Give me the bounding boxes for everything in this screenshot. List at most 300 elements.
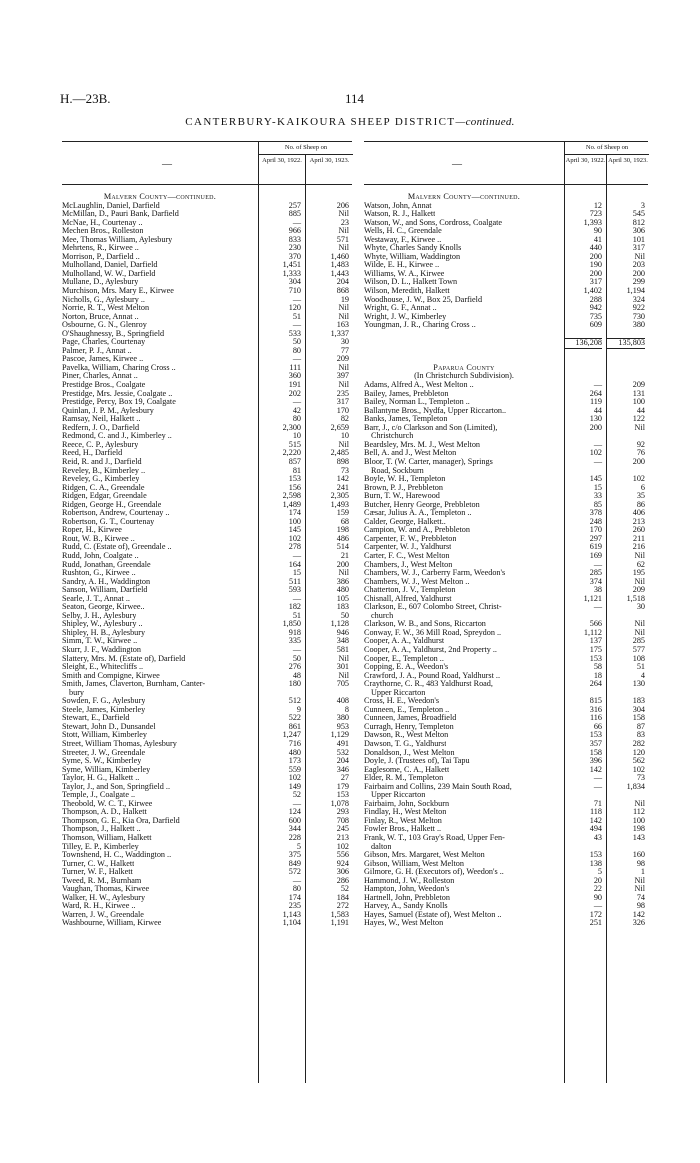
- table-row: [62, 919, 352, 928]
- sheep-count-group-label: No. of Sheep on: [564, 142, 649, 155]
- section-heading: Malvern County—continued.: [103, 192, 217, 201]
- owner-name: McLaughlin, Daniel, Darfield: [62, 201, 160, 210]
- sheep-1922: —: [593, 781, 602, 791]
- owner-name: Robertson, Andrew, Courtenay ..: [62, 509, 170, 518]
- sheep-1922: 9: [296, 704, 301, 714]
- sheep-1923: 562: [632, 756, 645, 766]
- owner-name: Hampton, John, Weedon's: [364, 885, 450, 894]
- owner-name: Bailey, James, Prebbleton: [364, 389, 449, 398]
- sheep-1922: —: [292, 550, 301, 560]
- sheep-1923: 317: [632, 243, 645, 253]
- table-row: [364, 629, 648, 638]
- table-row: [62, 646, 352, 655]
- sheep-1923: 705: [336, 679, 349, 689]
- sheep-1922: 1,143: [282, 909, 301, 919]
- sheep-1923: 380: [336, 713, 349, 723]
- sheep-1922: 735: [589, 311, 602, 321]
- table-row: [364, 637, 648, 646]
- sheep-1923: 98: [636, 901, 645, 911]
- sheep-1922: 22: [593, 884, 602, 894]
- sheep-1923: 2,485: [330, 448, 349, 458]
- owner-name: McNae, H., Courtenay ..: [62, 218, 143, 227]
- table-row: [364, 407, 648, 416]
- table-row: [364, 800, 648, 809]
- sheep-1923: 30: [636, 602, 645, 612]
- owner-name: Sowden, F. G., Aylesbury: [62, 697, 146, 706]
- owner-name: Searle, J. T., Annat ..: [62, 594, 130, 603]
- sheep-1922: 257: [288, 200, 301, 210]
- sheep-1923: 73: [340, 465, 349, 475]
- sheep-1922: 120: [288, 303, 301, 313]
- sheep-1922: 145: [589, 474, 602, 484]
- owner-name: Smith, James, Claverton, Burnham, Canter-: [62, 680, 206, 689]
- sheep-1923: 153: [336, 790, 349, 800]
- sheep-1923: 324: [632, 294, 645, 304]
- sheep-1922: 966: [288, 226, 301, 236]
- sheep-1922: —: [292, 593, 301, 603]
- sheep-1923: Nil: [338, 670, 349, 680]
- owner-name: Wright, J. W., Kimberley: [364, 312, 447, 321]
- sheep-1922: 1,333: [282, 268, 301, 278]
- table-row: [364, 655, 648, 664]
- sheep-1922: 124: [288, 807, 301, 817]
- sheep-1923: 44: [636, 405, 645, 415]
- sheep-1923: 92: [636, 439, 645, 449]
- sheep-1922: 248: [589, 516, 602, 526]
- table-row: [62, 637, 352, 646]
- sheep-1922: 1,112: [583, 627, 602, 637]
- owner-name: Brown, P. J., Prebbleton: [364, 483, 443, 492]
- table-row: [62, 304, 352, 313]
- section-heading: Malvern County—continued.: [407, 192, 521, 201]
- sheep-1922: 522: [288, 713, 301, 723]
- table-row: [62, 586, 352, 595]
- sheep-1923: 143: [632, 833, 645, 843]
- sheep-count-group-label: No. of Sheep on: [258, 142, 353, 155]
- sheep-1922: 71: [593, 798, 602, 808]
- owner-name: Wright, G. F., Annat ..: [364, 304, 437, 313]
- owner-name: Watson, R. J., Halkett: [364, 210, 436, 219]
- sheep-1922: 102: [288, 773, 301, 783]
- table-row: [62, 552, 352, 561]
- sheep-1923: 131: [632, 388, 645, 398]
- table-row: [364, 894, 648, 903]
- owner-name: Adams, Alfred A., West Melton ..: [364, 381, 474, 390]
- owner-name: Page, Charles, Courtenay: [62, 338, 146, 347]
- owner-name: Woodhouse, J. W., Box 25, Darfield: [364, 295, 483, 304]
- table-row: [364, 561, 648, 570]
- sheep-1922: 304: [288, 277, 301, 287]
- continuation-row: [62, 689, 352, 698]
- sheep-1923: 211: [633, 533, 645, 543]
- sheep-1922: 1,104: [282, 918, 301, 928]
- owner-name: Rout, W. B., Kirwee ..: [62, 534, 135, 543]
- sheep-1923: 82: [340, 414, 349, 424]
- sheep-1923: Nil: [338, 439, 349, 449]
- owner-name: Skurr, J. F., Waddington: [62, 645, 141, 654]
- owner-name: Thomson, William, Halkett: [62, 834, 152, 843]
- table-row: [62, 509, 352, 518]
- sheep-1923: 491: [336, 739, 349, 748]
- sheep-1922: 815: [589, 696, 602, 706]
- table-row: [62, 774, 352, 783]
- sheep-1923: 120: [632, 747, 645, 757]
- sheep-1922: 138: [589, 858, 602, 868]
- table-row: [364, 740, 648, 749]
- sheep-1923: 953: [336, 721, 349, 731]
- sheep-1923: 1,443: [330, 268, 349, 278]
- owner-name: Theobold, W. C. T., Kirwee: [62, 799, 153, 808]
- owner-name: Clarkson, E., 607 Colombo Street, Christ-: [364, 603, 502, 612]
- table-row: [364, 313, 648, 322]
- owner-name: Roper, H., Kirwee: [62, 526, 122, 535]
- sheep-1923: 198: [632, 824, 645, 834]
- sheep-1923: 260: [632, 525, 645, 535]
- owner-name: Stewart, John D., Dunsandel: [62, 722, 156, 731]
- sheep-1923: 730: [632, 311, 645, 321]
- owner-name: Upper Riccarton: [371, 791, 426, 800]
- sheep-1923: 241: [336, 482, 349, 492]
- sheep-1922: 172: [589, 909, 602, 919]
- owner-name: Banks, James, Templeton: [364, 415, 448, 424]
- table-row: [62, 321, 352, 330]
- owner-name: Cunneen, E., Templeton ..: [364, 705, 450, 714]
- owner-name: Norrie, R. T., West Melton: [62, 304, 150, 313]
- table-row: [62, 407, 352, 416]
- table-row: [364, 731, 648, 740]
- table-row: [364, 714, 648, 723]
- sheep-1923: 100: [632, 815, 645, 825]
- sheep-1922: 200: [589, 251, 602, 261]
- sheep-1923: 130: [632, 679, 645, 689]
- owner-name: Robertson, G. T., Courtenay: [62, 517, 155, 526]
- continuation-row: [364, 467, 648, 476]
- table-row: [62, 270, 352, 279]
- sheep-1923: 708: [336, 815, 349, 825]
- table-row: [364, 646, 648, 655]
- table-row: [62, 492, 352, 501]
- sheep-1922: 200: [589, 422, 602, 432]
- owner-name: Butcher, Henry George, Prebbleton: [364, 500, 480, 509]
- owner-name: Youngman, J. R., Charing Cross ..: [364, 321, 476, 330]
- sheep-1923: 204: [336, 277, 349, 287]
- table-row: [62, 749, 352, 758]
- table-row: [62, 569, 352, 578]
- sheep-1923: 68: [340, 516, 349, 526]
- section-heading: Paparua County: [433, 362, 495, 372]
- sheep-1922: 1,393: [583, 217, 602, 227]
- table-row: [364, 518, 648, 527]
- sheep-1923: 299: [632, 277, 645, 287]
- sheep-1923: 3: [640, 200, 645, 210]
- table-row: [62, 313, 352, 322]
- owner-name: Turner, C. W., Halkett: [62, 859, 135, 868]
- sheep-1923: 77: [340, 345, 349, 355]
- table-row: [62, 902, 352, 911]
- sheep-1923: 2,305: [330, 491, 349, 501]
- sheep-1922: —: [292, 875, 301, 885]
- sheep-1922: 116: [590, 713, 602, 723]
- sheep-1923: 19: [340, 294, 349, 304]
- table-row: [62, 791, 352, 800]
- sheep-1922: —: [593, 439, 602, 449]
- table-row: [62, 458, 352, 467]
- sheep-1923: 10: [340, 431, 349, 441]
- owner-name: Williams, W. A., Kirwee: [364, 269, 445, 278]
- sheep-1922: 156: [288, 482, 301, 492]
- owner-name: Stott, William, Kimberley: [62, 731, 148, 740]
- sheep-1922: 90: [593, 226, 602, 236]
- total-row: [364, 338, 648, 347]
- sheep-1923: 23: [340, 217, 349, 227]
- table-row: [62, 296, 352, 305]
- owner-name: Fairbairn and Collins, 239 Main South Road,: [364, 782, 512, 791]
- owner-name: Barr, J., c/o Clarkson and Son (Limited),: [364, 423, 498, 432]
- sheep-1923: 4: [640, 670, 645, 680]
- table-row: [364, 287, 648, 296]
- table-row: [364, 817, 648, 826]
- sheep-1923: 203: [632, 260, 645, 270]
- sheep-1922: 723: [589, 209, 602, 219]
- owner-name: Dawson, T. G., Yaldhurst: [364, 740, 447, 748]
- table-row: [364, 535, 648, 544]
- table-row: [62, 364, 352, 373]
- sheep-1923: 272: [336, 901, 349, 911]
- owner-name: Rudd, C. (Estate of), Greendale ..: [62, 543, 172, 552]
- table-row: [62, 663, 352, 672]
- sheep-1922: 174: [288, 508, 301, 518]
- table-row: [62, 911, 352, 920]
- sheep-1923: 27: [340, 773, 349, 783]
- owner-name: Thompson, A. D., Halkett: [62, 808, 147, 817]
- sheep-1923: 179: [336, 781, 349, 791]
- table-row: [364, 270, 648, 279]
- owner-name: Hartnell, John, Prebbleton: [364, 893, 450, 902]
- owner-name: Cross, H. E., Weedon's: [364, 697, 440, 706]
- continuation-row: [364, 612, 648, 621]
- sheep-1923: 812: [632, 217, 645, 227]
- sheep-1923: 301: [336, 662, 349, 672]
- sheep-1923: 160: [632, 850, 645, 860]
- table-row: [62, 620, 352, 629]
- table-row: [62, 441, 352, 450]
- owner-name: Rushton, G., Kirwee ..: [62, 569, 136, 578]
- owner-name: Reed, H., Darfield: [62, 449, 123, 458]
- sheep-1923: Nil: [634, 875, 645, 885]
- sheep-1923: 406: [632, 508, 645, 518]
- sheep-1923: 86: [636, 499, 645, 509]
- sheep-1922: 80: [292, 884, 301, 894]
- owner-name: Gibson, Mrs. Margaret, West Melton: [364, 851, 485, 860]
- owner-name: Chambers, J., West Melton: [364, 560, 453, 569]
- table-row: [364, 449, 648, 458]
- owner-name: Mulholland, Daniel, Darfield: [62, 261, 158, 270]
- sheep-1923: 6: [640, 482, 645, 492]
- table-row: [364, 441, 648, 450]
- sheep-1922: 15: [593, 482, 602, 492]
- owner-name: Gilmore, G. H. (Executors of), Weedon's ..: [364, 868, 504, 877]
- sheep-1922: 80: [292, 414, 301, 424]
- sheep-1922: 90: [593, 892, 602, 902]
- owner-name: Cooper, E., Templeton ..: [364, 654, 444, 663]
- sheep-1922: 58: [593, 662, 602, 672]
- owner-name: Quinlan, J. P. M., Aylesbury: [62, 406, 154, 415]
- owner-name: Chisnall, Alfred, Yaldhurst: [364, 594, 452, 603]
- sheep-1923: 1,493: [330, 499, 349, 509]
- sheep-1923: Nil: [338, 209, 349, 219]
- sheep-1922: 1,247: [282, 730, 301, 740]
- table-row: [364, 706, 648, 715]
- sheep-1923: Nil: [634, 576, 645, 586]
- owner-name: church: [371, 611, 394, 620]
- owner-name: Upper Riccarton: [371, 688, 426, 697]
- table-row: [364, 210, 648, 219]
- owner-name: Walker, H. W., Aylesbury: [62, 893, 146, 902]
- owner-name: Crawford, J. A., Pound Road, Yaldhurst ..: [364, 671, 501, 680]
- table-row: [62, 432, 352, 441]
- owner-name: Cæsar, Julius A. A., Templeton ..: [364, 509, 472, 518]
- sheep-1923: 581: [336, 644, 349, 654]
- table-row: [62, 398, 352, 407]
- sheep-1922: 2,220: [282, 448, 301, 458]
- sheep-1922: 52: [292, 790, 301, 800]
- table-row: [62, 535, 352, 544]
- sheep-1922: 396: [589, 756, 602, 766]
- table-row: [62, 868, 352, 877]
- sheep-1923: 306: [336, 867, 349, 877]
- sheep-1922: 142: [589, 764, 602, 774]
- sheep-1922: 50: [292, 653, 301, 663]
- left-table-body: [62, 185, 352, 1083]
- sheep-1922: 228: [288, 833, 301, 843]
- sheep-1923: 122: [632, 414, 645, 424]
- sheep-1922: —: [292, 644, 301, 654]
- sheep-1922: 182: [288, 602, 301, 612]
- sheep-1923: 100: [632, 397, 645, 407]
- sheep-1923: 235: [336, 388, 349, 398]
- owner-name: Bloor, T. (W. Carter, manager), Springs: [364, 457, 493, 466]
- sheep-1922: 136,208: [565, 338, 602, 349]
- owner-name: Tilley, E. P., Kimberley: [62, 842, 139, 851]
- sheep-1922: 20: [593, 875, 602, 885]
- owner-name: Dawson, R., West Melton: [364, 731, 449, 740]
- table-row: [364, 227, 648, 236]
- table-row: [364, 911, 648, 920]
- owner-name: Curragh, Henry, Templeton: [364, 722, 454, 731]
- table-row: [364, 552, 648, 561]
- owner-name: Carpenter, W. J., Yaldhurst: [364, 543, 452, 552]
- sheep-1922: 1,402: [583, 286, 602, 296]
- table-row: [364, 278, 648, 287]
- sheep-1922: 12: [593, 200, 602, 210]
- sheep-1923: Nil: [338, 653, 349, 663]
- owner-name: Streeter, J. W., Greendale: [62, 748, 146, 757]
- owner-name: Clarkson, W. B., and Sons, Riccarton: [364, 620, 486, 629]
- sheep-1922: 145: [288, 525, 301, 535]
- sheep-1922: 264: [589, 679, 602, 689]
- sheep-1923: 102: [632, 764, 645, 774]
- table-row: [364, 757, 648, 766]
- owner-name: bury: [69, 688, 85, 697]
- table-row: [364, 381, 648, 390]
- owner-name: Reece, C. P., Aylesbury: [62, 440, 139, 449]
- owner-name: Ramsay, Neil, Halkett ..: [62, 415, 141, 424]
- sheep-1922: 251: [589, 918, 602, 928]
- owner-name: Rudd, John, Coalgate ..: [62, 551, 139, 560]
- owner-name: Steele, James, Kimberley: [62, 705, 146, 714]
- sheep-1923: 101: [632, 234, 645, 244]
- sheep-1922: 50: [292, 337, 301, 347]
- owner-name: Fowler Bros., Halkett ..: [364, 825, 442, 834]
- owner-name: McMillan, D., Pauri Bank, Darfield: [62, 210, 179, 219]
- sheep-1923: 213: [632, 516, 645, 526]
- table-row: [62, 723, 352, 732]
- owner-name: Palmer, P. J., Annat ..: [62, 346, 132, 355]
- owner-name: Watson, John, Annat: [364, 201, 432, 210]
- table-row: [62, 706, 352, 715]
- owner-name: Bailey, Norman L., Templeton ..: [364, 398, 470, 407]
- table-row: [364, 672, 648, 681]
- table-row: [62, 449, 352, 458]
- owner-name: Taylor, J., and Son, Springfield ..: [62, 782, 171, 791]
- table-row: [62, 467, 352, 476]
- sheep-1923: 83: [636, 730, 645, 740]
- sheep-1922: 44: [593, 405, 602, 415]
- sheep-1922: 533: [288, 328, 301, 338]
- table-row: [364, 492, 648, 501]
- sheep-1923: 213: [336, 833, 349, 843]
- owner-name: Frank, W. T., 103 Gray's Road, Upper Fen-: [364, 834, 505, 843]
- table-row: [364, 749, 648, 758]
- sheep-1922: 370: [288, 251, 301, 261]
- table-row: [62, 714, 352, 723]
- sheep-1922: 180: [288, 679, 301, 689]
- sheep-1922: 264: [589, 388, 602, 398]
- owner-name: Prestidge, Mrs. Jessie, Coalgate ..: [62, 389, 173, 398]
- sheep-1923: 73: [636, 773, 645, 783]
- sheep-1922: 102: [589, 448, 602, 458]
- owner-name: Vaughan, Thomas, Kirwee: [62, 885, 150, 894]
- owner-name: Rudd, Jonathan, Greendale: [62, 560, 151, 569]
- sheep-1922: 378: [589, 508, 602, 518]
- sheep-1923: 102: [632, 474, 645, 484]
- sheep-1923: 74: [636, 892, 645, 902]
- sheep-1922: 153: [589, 653, 602, 663]
- table-row: [62, 278, 352, 287]
- owner-name: Seaton, George, Kirwee..: [62, 603, 145, 612]
- left-table-header: [62, 141, 352, 185]
- owner-name: Reid, R. and J., Darfield: [62, 457, 142, 466]
- sheep-1922: 285: [589, 568, 602, 578]
- table-row: [364, 390, 648, 399]
- sheep-1923: 556: [336, 850, 349, 860]
- table-row: [364, 868, 648, 877]
- sheep-1922: —: [593, 559, 602, 569]
- sheep-1923: 206: [336, 200, 349, 210]
- owner-name: Townshend, H. C., Waddington ..: [62, 851, 172, 860]
- sheep-1923: 102: [336, 841, 349, 851]
- owner-name: Pavelka, William, Charing Cross ..: [62, 363, 176, 372]
- owner-name: Shipley, W., Aylesbury ..: [62, 620, 143, 629]
- sheep-1922: 153: [288, 474, 301, 484]
- table-row: [364, 663, 648, 672]
- owner-name: Washbourne, William, Kirwee: [62, 919, 162, 928]
- table-row: [364, 501, 648, 510]
- sheep-1923: 108: [632, 653, 645, 663]
- owner-name: Campion, W. and A., Prebbleton: [364, 526, 470, 535]
- sheep-1923: 209: [632, 380, 645, 390]
- sheep-1923: 50: [340, 610, 349, 620]
